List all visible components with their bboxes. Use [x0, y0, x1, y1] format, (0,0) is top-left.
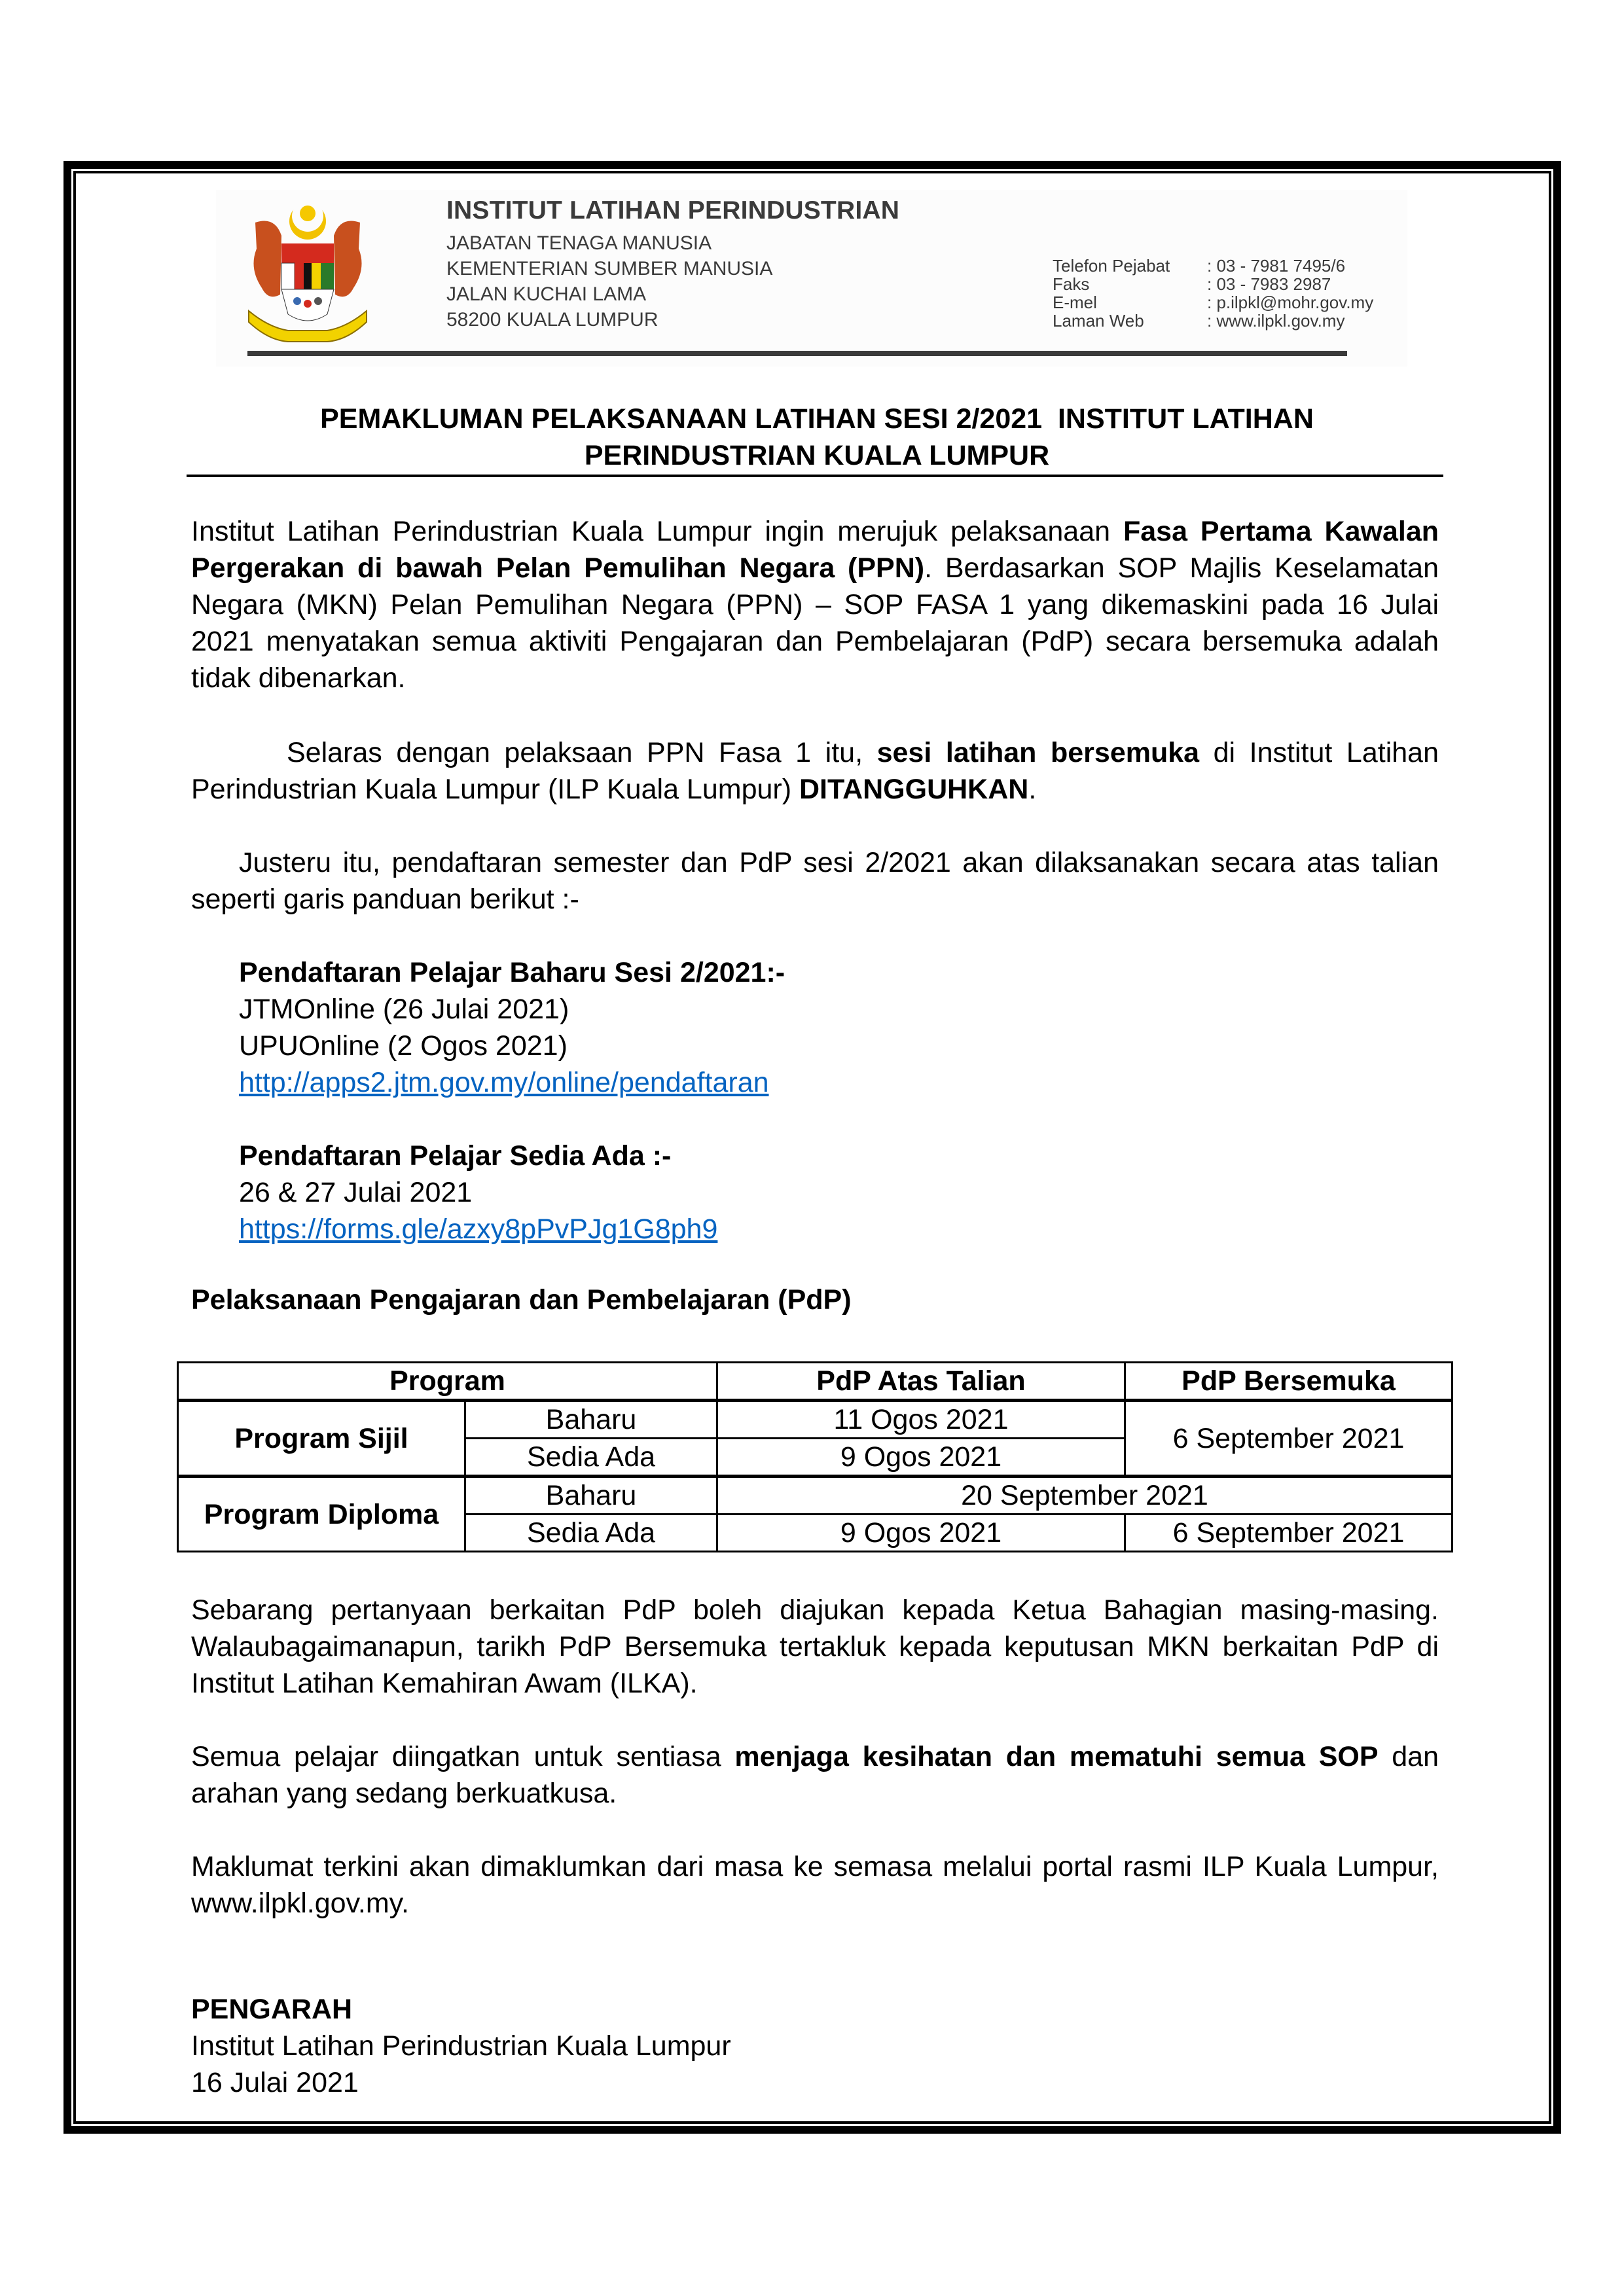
- letterhead-divider: [247, 351, 1347, 356]
- registration-line: UPUOnline (2 Ogos 2021): [239, 1030, 568, 1062]
- header-bersemuka: PdP Bersemuka: [1125, 1363, 1453, 1401]
- registration-line: JTMOnline (26 Julai 2021): [239, 994, 569, 1025]
- table-row: [178, 1477, 1453, 1515]
- contact-fax: [1053, 275, 1373, 293]
- address-line: JABATAN TENAGA MANUSIA: [446, 232, 712, 254]
- contact-label: Faks: [1053, 274, 1090, 294]
- type-cell: Sedia Ada: [465, 1439, 717, 1477]
- type-cell: Baharu: [465, 1477, 717, 1515]
- online-date-cell: 20 September 2021: [717, 1477, 1453, 1515]
- contact-label: E-mel: [1053, 293, 1097, 312]
- paragraph-online-registration: Justeru itu, pendaftaran semester dan PdP sesi 2/2021 akan dilaksanakan secara atas talian seperti garis panduan berikut :-: [191, 847, 1439, 915]
- text: Institut Latihan Perindustrian Kuala Lumpur ingin merujuk pelaksanaan: [191, 516, 1123, 547]
- text: .: [1028, 774, 1037, 805]
- paragraph-postponement: [191, 734, 1439, 808]
- paragraph-updates: Maklumat terkini akan dimaklumkan dari masa ke semasa melalui portal rasmi ILP Kuala Lumpur, www.ilpkl.gov.my.: [191, 1851, 1439, 1919]
- registration-existing-link[interactable]: https://forms.gle/azxy8pPvPJg1G8ph9: [239, 1213, 718, 1245]
- signature-block: [191, 1991, 731, 2101]
- emphasis: sesi latihan bersemuka: [876, 737, 1200, 768]
- title-line-2: PERINDUSTRIAN KUALA LUMPUR: [584, 440, 1050, 471]
- header-online: PdP Atas Talian: [717, 1363, 1125, 1401]
- bersemuka-date-cell: 6 September 2021: [1125, 1515, 1453, 1552]
- registration-existing-heading: Pendaftaran Pelajar Sedia Ada :-: [239, 1140, 672, 1172]
- bersemuka-date-cell: 6 September 2021: [1125, 1401, 1453, 1477]
- contact-block: [1053, 257, 1373, 330]
- emphasis: menjaga kesihatan dan mematuhi semua SOP: [734, 1741, 1379, 1772]
- online-date-cell: 9 Ogos 2021: [717, 1439, 1125, 1477]
- signatory-title: PENGARAH: [191, 1994, 353, 2025]
- online-date-cell: 11 Ogos 2021: [717, 1401, 1125, 1439]
- text: Selaras dengan pelaksaan PPN Fasa 1 itu,: [287, 737, 877, 768]
- institute-name: INSTITUT LATIHAN PERINDUSTRIAN: [446, 196, 900, 224]
- paragraph-health-reminder: [191, 1738, 1439, 1812]
- text: di Institut Latihan Perindustrian Kuala Lumpur (ILP Kuala Lumpur): [191, 737, 1439, 805]
- header-program: Program: [178, 1363, 717, 1401]
- contact-label: Laman Web: [1053, 311, 1144, 331]
- pdp-section-heading: Pelaksanaan Pengajaran dan Pembelajaran (PdP): [191, 1284, 852, 1316]
- text: Semua pelajar diingatkan untuk sentiasa: [191, 1741, 735, 1772]
- emphasis: Fasa Pertama Kawalan Pergerakan di bawah Pelan Pemulihan Negara (PPN): [191, 516, 1439, 584]
- text: dan arahan yang sedang berkuatkusa.: [191, 1741, 1439, 1809]
- contact-value: : p.ilpkl@mohr.gov.my: [1207, 293, 1374, 312]
- contact-email: [1053, 293, 1373, 312]
- registration-new-link[interactable]: http://apps2.jtm.gov.my/online/pendaftaran: [239, 1067, 769, 1098]
- signatory-org: Institut Latihan Perindustrian Kuala Lumpur: [191, 2030, 731, 2062]
- address-line: KEMENTERIAN SUMBER MANUSIA: [446, 258, 773, 279]
- contact-value: : 03 - 7983 2987: [1207, 274, 1331, 294]
- address-line: JALAN KUCHAI LAMA: [446, 283, 647, 305]
- document-title: [190, 401, 1444, 474]
- contact-website: [1053, 312, 1373, 330]
- program-cell: Program Sijil: [178, 1401, 465, 1477]
- address-line: 58200 KUALA LUMPUR: [446, 309, 659, 331]
- contact-value: : 03 - 7981 7495/6: [1207, 256, 1346, 276]
- type-cell: Sedia Ada: [465, 1515, 717, 1552]
- table-row: [178, 1401, 1453, 1439]
- table-header-row: [178, 1363, 1453, 1401]
- registration-new-heading: Pendaftaran Pelajar Baharu Sesi 2/2021:-: [239, 957, 785, 988]
- registration-line: 26 & 27 Julai 2021: [239, 1177, 473, 1208]
- registration-existing-block: [239, 1138, 717, 1247]
- contact-phone: [1053, 257, 1373, 275]
- contact-label: Telefon Pejabat: [1053, 256, 1170, 276]
- registration-new-block: [239, 954, 785, 1101]
- emphasis: DITANGGUHKAN: [799, 774, 1029, 805]
- title-line-1: PEMAKLUMAN PELAKSANAAN LATIHAN SESI 2/2021 INSTITUT LATIHAN: [320, 403, 1314, 435]
- program-cell: Program Diploma: [178, 1477, 465, 1552]
- paragraph-inquiries: Sebarang pertanyaan berkaitan PdP boleh diajukan kepada Ketua Bahagian masing-masing. Walaubagaimanapun, tarikh PdP Bersemuka tertakluk kepada keputusan MKN berkaitan PdP di Institut Latihan Kemahiran Awam (ILKA).: [191, 1594, 1439, 1699]
- text: . Berdasarkan SOP Majlis Keselamatan Negara (MKN) Pelan Pemulihan Negara (PPN) – SOP FASA 1 yang dikemaskini pada 16 Julai 2021 menyatakan semua aktiviti Pengajaran dan Pembelajaran (PdP) secara bersemuka adalah tidak dibenarkan.: [191, 552, 1439, 694]
- title-underline: [187, 475, 1443, 477]
- institute-address: [446, 230, 772, 332]
- online-date-cell: 9 Ogos 2021: [717, 1515, 1125, 1552]
- type-cell: Baharu: [465, 1401, 717, 1439]
- signature-date: 16 Julai 2021: [191, 2067, 359, 2098]
- paragraph-intro: [191, 513, 1439, 696]
- coat-of-arms-icon: [242, 196, 373, 347]
- contact-value: : www.ilpkl.gov.my: [1207, 311, 1345, 331]
- pdp-schedule-table: [177, 1361, 1453, 1552]
